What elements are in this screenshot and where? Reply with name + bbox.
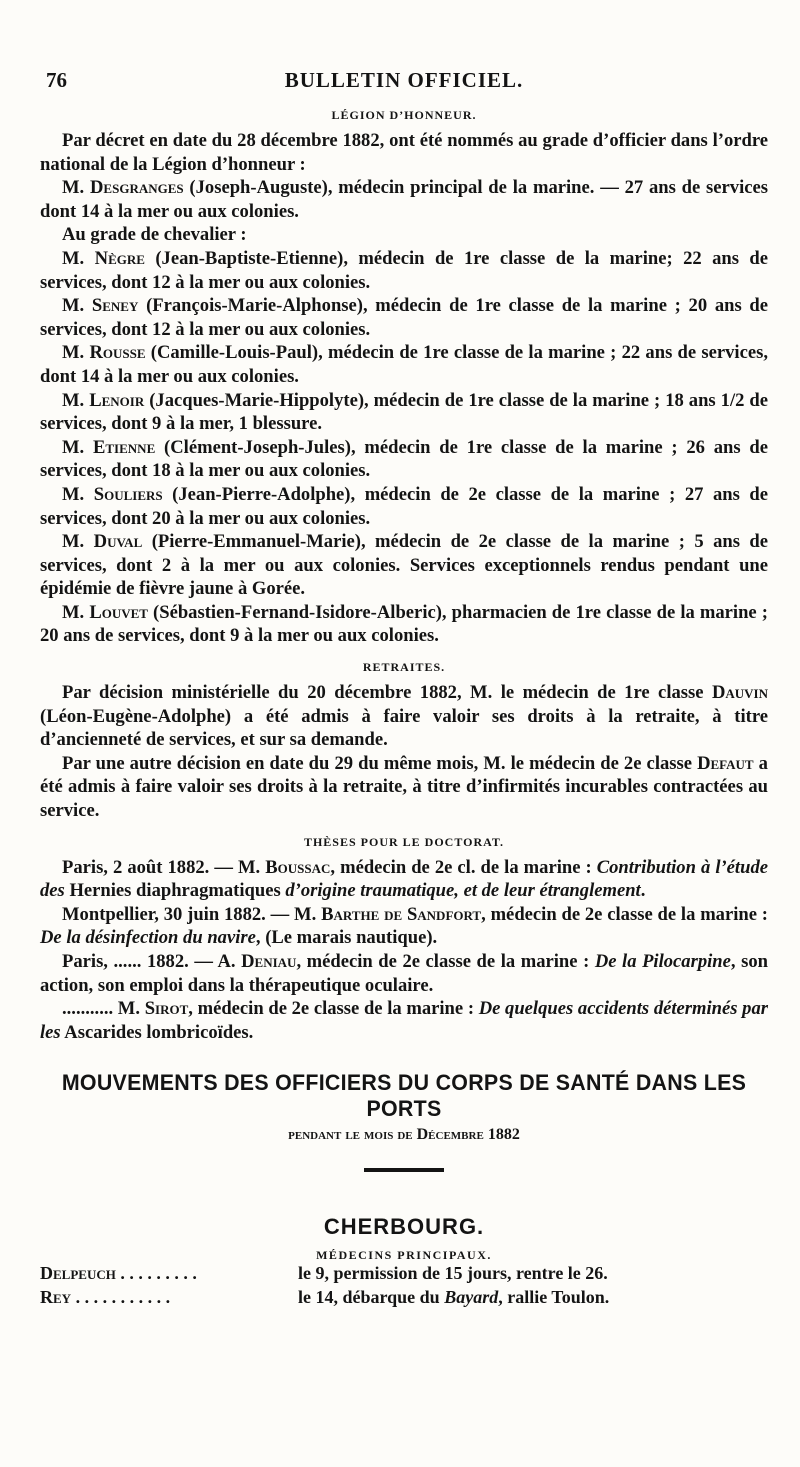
paragraph-chevalier-intro: Au grade de chevalier : bbox=[62, 224, 247, 246]
entry-text: (Clément-Joseph-Jules), médecin de 1re classe de la marine ; 26 ans de services, dont 18 à la mer ou aux colonies. bbox=[40, 436, 768, 482]
text: Ascarides lombricoïdes. bbox=[60, 1021, 254, 1043]
entry-chevalier bbox=[40, 436, 768, 483]
person-name: Sirot bbox=[144, 998, 189, 1020]
text: Montpellier, 30 juin 1882. — M. bbox=[62, 903, 322, 925]
text: , médecin de 2e classe de la marine : bbox=[188, 998, 479, 1020]
person-name: Louvet bbox=[89, 601, 148, 623]
role-heading: MÉDECINS PRINCIPAUX. bbox=[316, 1248, 492, 1263]
entry-chevalier bbox=[40, 483, 768, 530]
text: Paris, 2 août 1882. — M. bbox=[62, 856, 266, 878]
text: , médecin de 2e classe de la marine : bbox=[481, 903, 768, 925]
entry-chevalier bbox=[40, 389, 768, 436]
subtitle-year: 1882 bbox=[487, 1126, 520, 1144]
city-heading: CHERBOURG. bbox=[323, 1214, 485, 1240]
prefix: M. bbox=[62, 177, 90, 199]
person-name: Deniau bbox=[241, 951, 297, 972]
entry-text: (Jean-Baptiste-Etienne), médecin de 1re classe de la marine; 22 ans de services, dont 12 à la mer ou aux colonies. bbox=[40, 247, 768, 293]
movement-entry bbox=[40, 1263, 768, 1287]
person-name: Barthe de Sandfort bbox=[321, 903, 482, 925]
text: le 9, permission de 15 jours, rentre le 26. bbox=[298, 1263, 608, 1284]
person-name: Boussac bbox=[265, 856, 331, 878]
text: Par décision ministérielle du 20 décembre 1882, M. le médecin de 1re classe bbox=[62, 682, 712, 704]
divider-rule bbox=[364, 1168, 444, 1172]
person-name: Lenoir bbox=[89, 389, 145, 411]
entry-chevalier bbox=[40, 247, 768, 294]
prefix: M. bbox=[62, 295, 92, 317]
entry-officier bbox=[40, 176, 768, 223]
movements-title: MOUVEMENTS DES OFFICIERS DU CORPS DE SANTÉ DANS LES PORTS bbox=[61, 1070, 747, 1122]
section-title-theses: THÈSES POUR LE DOCTORAT. bbox=[303, 834, 505, 849]
entry-chevalier bbox=[40, 530, 768, 601]
thesis-title: De la désinfection du navire bbox=[40, 927, 256, 949]
page-number: 76 bbox=[46, 68, 67, 92]
ship-name: Bayard bbox=[444, 1287, 499, 1308]
person-name: Defaut bbox=[697, 752, 754, 774]
leader-dots: . . . . . . . . . . . bbox=[71, 1287, 171, 1308]
section-title-retraites: RETRAITES. bbox=[362, 660, 446, 675]
person-name: Duval bbox=[93, 531, 143, 553]
paragraph-retraite-2 bbox=[40, 752, 768, 823]
text: , médecin de 2e cl. de la marine : bbox=[330, 856, 597, 878]
text: , son action, son emploi dans la thérapeutique oculaire. bbox=[40, 951, 768, 996]
text: a été admis à faire valoir ses droits à la retraite, à titre d’infirmités incurables contractées au service. bbox=[40, 752, 768, 822]
person-name: Nègre bbox=[94, 247, 145, 269]
movement-detail bbox=[298, 1287, 609, 1308]
movements-subtitle bbox=[40, 1126, 768, 1144]
person-name: Dauvin bbox=[711, 682, 768, 704]
person-name: Souliers bbox=[93, 483, 163, 505]
these-entry bbox=[40, 950, 768, 997]
entry-chevalier bbox=[40, 341, 768, 388]
entry-text: (Camille-Louis-Paul), médecin de 1re classe de la marine ; 22 ans de services, dont 14 à la mer ou aux colonies. bbox=[40, 342, 768, 387]
thesis-title: De quelques accidents déterminés par les bbox=[40, 998, 768, 1043]
paragraph-intro: Par décret en date du 28 décembre 1882, ont été nommés au grade d’officier dans l’ordre national de la Légion d’honneur : bbox=[40, 130, 768, 175]
prefix: M. bbox=[62, 342, 90, 364]
text: , (Le marais nautique). bbox=[255, 927, 438, 949]
bulletin-title: BULLETIN OFFICIEL. bbox=[284, 68, 524, 92]
text: . bbox=[640, 880, 646, 902]
text: (Léon-Eugène-Adolphe) a été admis à faire valoir ses droits à la retraite, à titre d’ancienneté de services, et sur sa demande. bbox=[40, 705, 768, 751]
text: Par une autre décision en date du 29 du même mois, M. le médecin de 2e classe bbox=[62, 752, 698, 774]
person-name: Desgranges bbox=[90, 177, 184, 199]
entry-chevalier bbox=[40, 294, 768, 341]
section-title-legion: LÉGION D’HONNEUR. bbox=[331, 108, 477, 122]
prefix: M. bbox=[62, 389, 90, 411]
prefix: M. bbox=[62, 601, 90, 623]
these-entry bbox=[40, 856, 768, 903]
entry-text: (Sébastien-Fernand-Isidore-Alberic), pharmacien de 1re classe de la marine ; 20 ans de services, dont 9 à la mer ou aux colonies. bbox=[40, 601, 768, 647]
these-entry bbox=[40, 903, 768, 950]
person-name: Etienne bbox=[92, 436, 156, 458]
entry-text: (Jean-Pierre-Adolphe), médecin de 2e classe de la marine ; 27 ans de services, dont 20 à la mer ou aux colonies. bbox=[40, 483, 768, 529]
text: Hernies diaphragmatiques bbox=[64, 880, 286, 902]
paragraph-retraite-1 bbox=[40, 681, 768, 752]
thesis-title: d’origine traumatique, et de leur étranglement bbox=[285, 880, 641, 902]
movement-entry bbox=[40, 1287, 768, 1311]
text: Paris, ...... 1882. — A. bbox=[62, 951, 242, 972]
entry-text: (Pierre-Emmanuel-Marie), médecin de 2e classe de la marine ; 5 ans de services, dont 2 à la mer ou aux colonies. Services exceptionnels rendus pendant une épidémie de fièvre jaune à Gorée. bbox=[40, 531, 768, 600]
text: ........... M. bbox=[62, 998, 145, 1020]
person-name: Delpeuch bbox=[40, 1263, 116, 1284]
these-entry bbox=[40, 997, 768, 1044]
running-header bbox=[40, 62, 768, 102]
prefix: M. bbox=[62, 247, 95, 269]
prefix: M. bbox=[62, 483, 94, 505]
person-name: Rousse bbox=[89, 342, 146, 364]
entry-text: (Joseph-Auguste), médecin principal de la marine. — 27 ans de services dont 14 à la mer ou aux colonies. bbox=[40, 177, 768, 222]
prefix: M. bbox=[62, 436, 93, 458]
movement-name-cell bbox=[40, 1287, 170, 1308]
entry-text: (Jacques-Marie-Hippolyte), médecin de 1re classe de la marine ; 18 ans 1/2 de services, dont 9 à la mer, 1 blessure. bbox=[40, 389, 768, 435]
movement-detail bbox=[298, 1263, 608, 1284]
entry-text: (François-Marie-Alphonse), médecin de 1re classe de la marine ; 20 ans de services, dont 12 à la mer ou aux colonies. bbox=[40, 295, 768, 340]
leader-dots: . . . . . . . . . bbox=[115, 1263, 197, 1284]
movement-name-cell bbox=[40, 1263, 197, 1284]
entry-chevalier bbox=[40, 601, 768, 648]
text: , médecin de 2e classe de la marine : bbox=[296, 951, 595, 972]
person-name: Rey bbox=[40, 1287, 72, 1308]
text: le 14, débarque du bbox=[298, 1287, 445, 1308]
text: , rallie Toulon. bbox=[498, 1287, 610, 1308]
subtitle-text: pendant le mois de Décembre bbox=[288, 1126, 488, 1144]
thesis-title: De la Pilocarpine bbox=[594, 951, 731, 972]
prefix: M. bbox=[62, 531, 94, 553]
document-page bbox=[40, 62, 768, 1311]
person-name: Seney bbox=[91, 295, 139, 317]
thesis-title: Contribution à l’étude des bbox=[40, 856, 768, 902]
